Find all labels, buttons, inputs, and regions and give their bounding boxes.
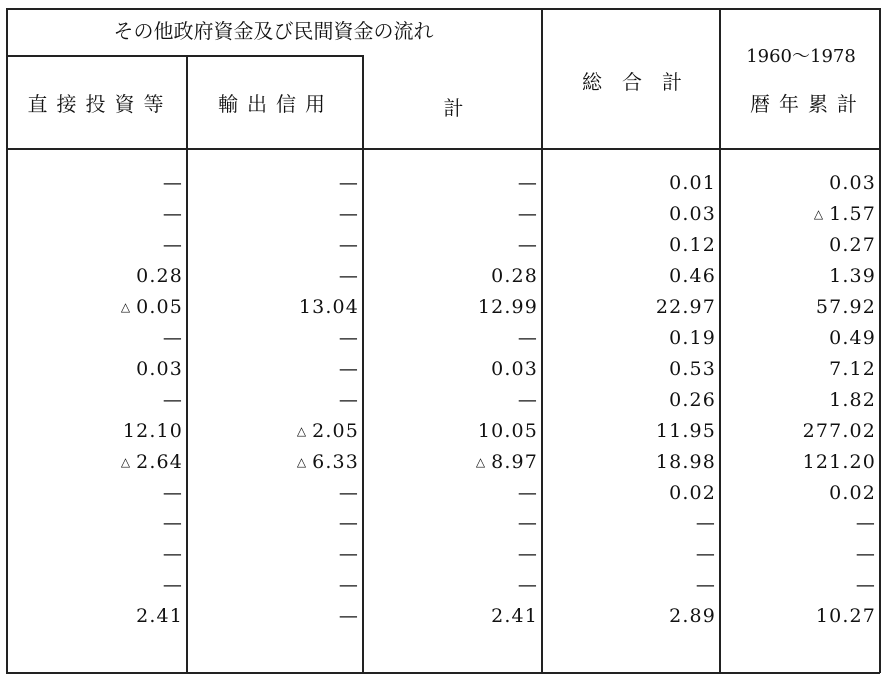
table-cell: —: [695, 543, 716, 566]
table-cell: 0.27: [829, 233, 876, 256]
table-cell: —: [338, 481, 359, 504]
header-group-title: その他政府資金及び民間資金の流れ: [113, 19, 434, 43]
table-cell: 1.82: [829, 388, 876, 411]
table-cell: 2.41: [136, 605, 183, 628]
table-cell: —: [338, 233, 359, 256]
table-cell: 57.92: [815, 295, 876, 318]
table-cell: 18.98: [655, 450, 716, 473]
table-cell: —: [855, 512, 876, 535]
table-top-border: [6, 8, 880, 10]
table-cell: —: [517, 172, 538, 194]
column-divider-3: [541, 8, 543, 673]
table-cell: 10.05: [477, 419, 538, 442]
table-cell: 0.19: [669, 326, 716, 349]
table-cell: △ 0.05: [120, 295, 183, 318]
table-cell: 0.02: [829, 481, 876, 504]
table-cell: —: [855, 574, 876, 597]
table-cell: △ 2.64: [120, 450, 183, 473]
header-subtotal: 計: [443, 96, 464, 120]
table-cell: —: [517, 543, 538, 566]
table-cell: —: [162, 574, 183, 597]
subheader-divider: [6, 55, 362, 57]
table-cell: 1.39: [829, 264, 876, 287]
table-cell: △ 6.33: [296, 450, 359, 473]
table-cell: —: [162, 543, 183, 566]
table-cell: 2.41: [491, 605, 538, 628]
negative-marker-icon: △: [120, 299, 131, 314]
negative-marker-icon: △: [475, 454, 486, 469]
table-cell: 0.03: [491, 357, 538, 380]
table-cell: —: [338, 326, 359, 349]
table-cell: 11.95: [655, 419, 716, 442]
table-cell: —: [162, 172, 183, 194]
negative-marker-icon: △: [813, 206, 824, 221]
table-cell: 12.99: [477, 295, 538, 318]
table-cell: —: [695, 574, 716, 597]
table-cell: —: [338, 388, 359, 411]
table-cell: 0.03: [829, 172, 876, 194]
table-cell: —: [162, 512, 183, 535]
table-cell: —: [517, 326, 538, 349]
table-cell: —: [855, 543, 876, 566]
table-cell: 0.01: [669, 172, 716, 194]
table-cell: 121.20: [802, 450, 876, 473]
header-export-credit: 輸出信用: [218, 92, 334, 116]
table-cell: —: [338, 512, 359, 535]
table-cell: △ 8.97: [475, 450, 538, 473]
table-cell: 22.97: [655, 295, 716, 318]
table-cell: —: [517, 481, 538, 504]
header-cumulative-label: 暦年累計: [750, 92, 866, 116]
table-cell: 13.04: [298, 295, 359, 318]
negative-marker-icon: △: [120, 454, 131, 469]
header-cumulative-years: 1960〜1978: [746, 46, 856, 67]
table-cell: —: [162, 481, 183, 504]
table-cell: 0.02: [669, 481, 716, 504]
table-cell: △ 1.57: [813, 202, 876, 225]
table-cell: —: [338, 264, 359, 287]
table-cell: △ 2.05: [296, 419, 359, 442]
table-cell: —: [162, 388, 183, 411]
table-left-border: [6, 8, 8, 673]
column-divider-4: [719, 8, 721, 673]
table-cell: —: [338, 172, 359, 194]
table-cell: 7.12: [829, 357, 876, 380]
table-cell: —: [162, 202, 183, 225]
negative-marker-icon: △: [296, 423, 307, 438]
table-cell: —: [517, 388, 538, 411]
table-cell: —: [338, 202, 359, 225]
table-cell: 0.03: [136, 357, 183, 380]
table-cell: 0.28: [491, 264, 538, 287]
table-cell: —: [162, 326, 183, 349]
table-cell: 0.26: [669, 388, 716, 411]
table-cell: —: [517, 233, 538, 256]
table-cell: —: [517, 202, 538, 225]
column-divider-2: [362, 55, 364, 673]
table-cell: 0.28: [136, 264, 183, 287]
table-cell: 0.46: [669, 264, 716, 287]
table-cell: 2.89: [669, 605, 716, 628]
table-cell: —: [517, 512, 538, 535]
table-cell: —: [338, 605, 359, 628]
table-cell: —: [338, 357, 359, 380]
table-cell: 0.49: [829, 326, 876, 349]
table-cell: 0.53: [669, 357, 716, 380]
table-cell: —: [338, 543, 359, 566]
table-cell: 12.10: [122, 419, 183, 442]
column-divider-1: [186, 55, 188, 673]
table-cell: —: [517, 574, 538, 597]
table-cell: 0.03: [669, 202, 716, 225]
negative-marker-icon: △: [296, 454, 307, 469]
table-cell: 0.12: [669, 233, 716, 256]
table-cell: —: [162, 233, 183, 256]
header-grand-total: 総 合 計: [582, 70, 682, 94]
table-cell: —: [338, 574, 359, 597]
header-direct-investment: 直接投資等: [27, 92, 173, 116]
table-cell: 277.02: [802, 419, 876, 442]
header-bottom-border: [6, 148, 880, 150]
table-cell: 10.27: [815, 605, 876, 628]
table-bottom-border: [6, 672, 880, 674]
table-cell: —: [695, 512, 716, 535]
